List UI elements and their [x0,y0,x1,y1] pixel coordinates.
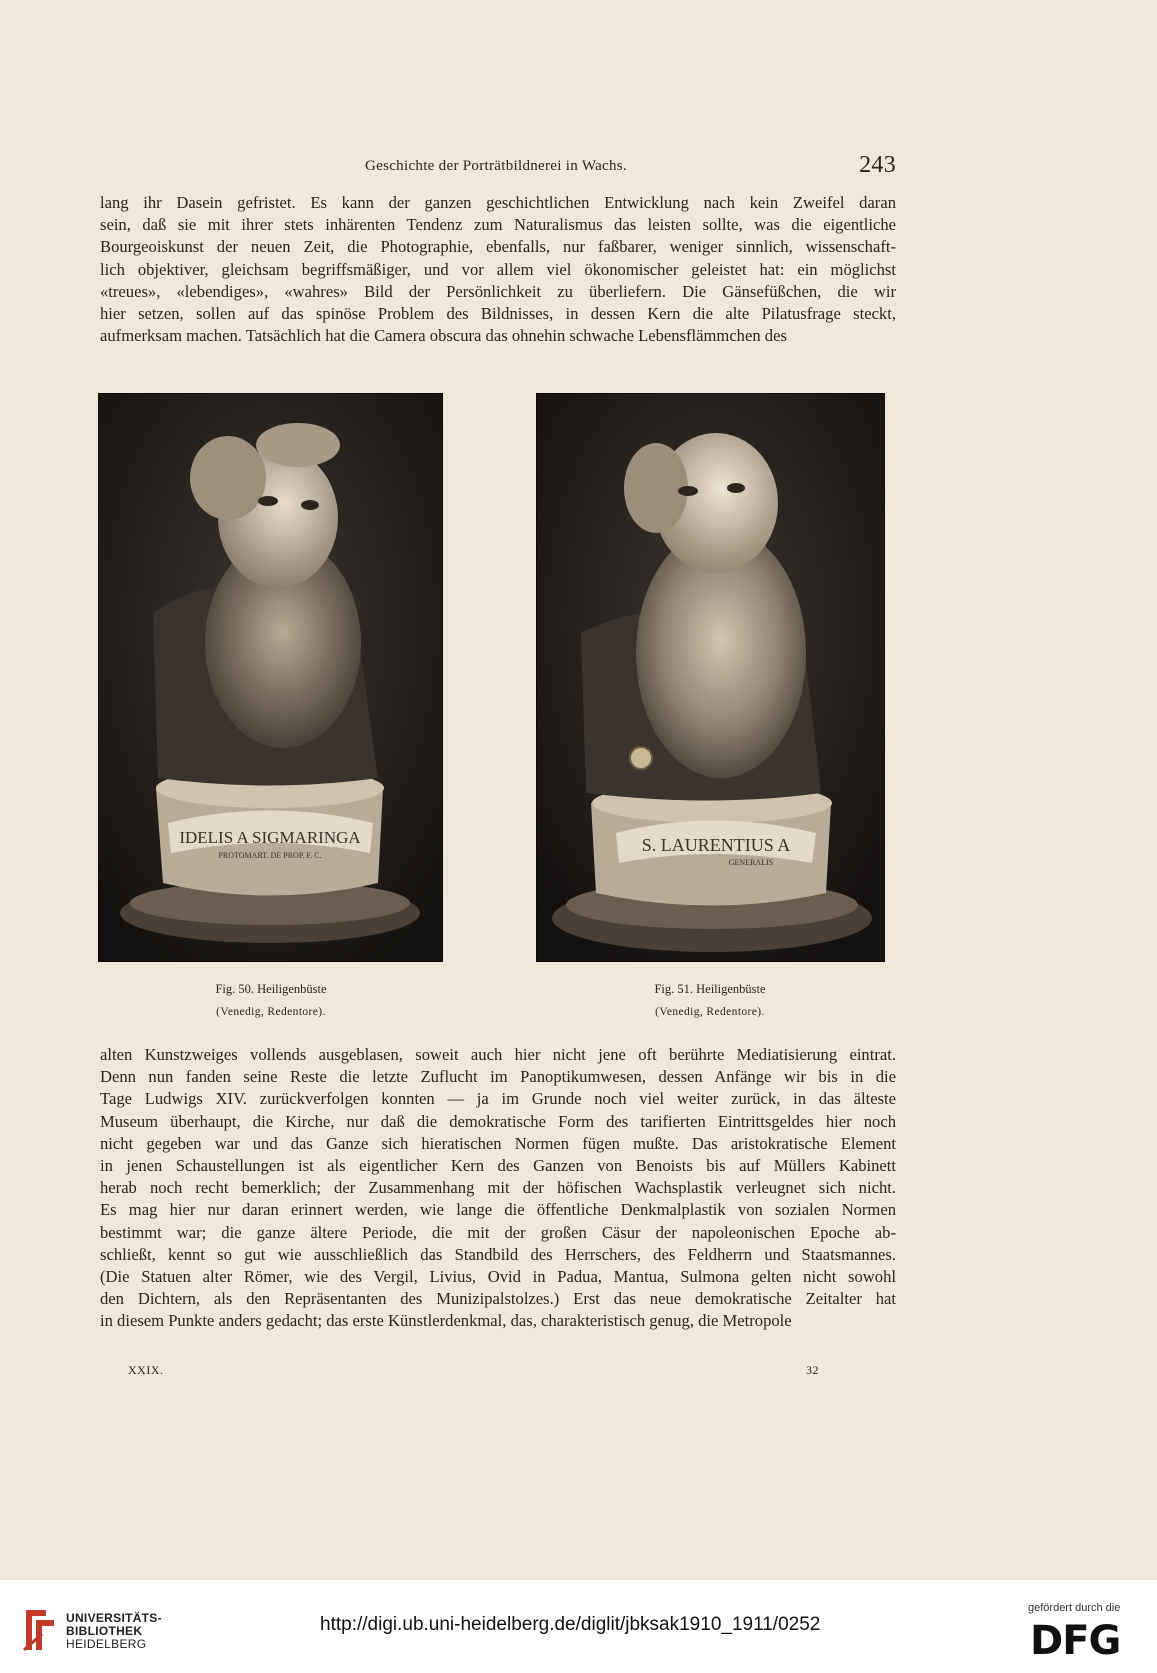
text-line: lich objektiver, gleichsam begriffsmäßiger, und vor allem viel ökonomischer geleistet hat: ein möglichst [100,259,896,279]
plaque-text-1: IDELIS A SIGMARINGA [179,828,361,847]
plaque-text-2: PROTOMART. DE PROP. F. C. [218,851,322,860]
caption-location: (Venedig, Redentore). [655,1006,765,1018]
library-line-2: BIBLIOTHEK [66,1624,143,1638]
funded-by-label: gefördert durch die [1028,1602,1121,1614]
permalink-url[interactable]: http://digi.ub.uni-heidelberg.de/diglit/jbksak1910_1911/0252 [320,1614,821,1635]
wax-bust-photo-left [98,393,443,962]
text-line: nicht gegeben war und das Ganze sich hieratischen Normen fügen mußte. Das aristokratische Element [100,1133,896,1153]
text-line: alten Kunstzweiges vollends ausgeblasen, soweit auch hier nicht jene oft berührte Mediatisierung eintrat. [100,1045,896,1064]
text-line: den Dichtern, als den Repräsentanten des Munizipalstolzes.) Erst das neue demokratische Zeitalter hat [100,1289,896,1309]
digitization-footer [0,1580,1157,1673]
caption-title: Fig. 51. Heiligenbüste [654,982,766,996]
paragraph-top [100,192,896,347]
university-library-logo-icon [20,1606,60,1654]
library-line-3: HEIDELBERG [66,1637,147,1651]
library-name [66,1612,162,1651]
library-line-1: UNIVERSITÄTS- [66,1611,162,1625]
signature-volume: XXIX. [128,1363,164,1377]
text-line: Bourgeoiskunst der neuen Zeit, die Photographie, ebenfalls, nur faßbarer, weniger sinnlich, wissenschaft- [100,237,896,257]
plaque-text-1: S. LAURENTIUS A [641,835,791,855]
text-line: «treues», «lebendiges», «wahres» Bild der Persönlichkeit zu überliefern. Die Gänsefüßchen, die wir [100,281,896,301]
caption-location: (Venedig, Redentore). [216,1006,326,1018]
text-line: Es mag hier nur daran erinnert werden, wie lange die öffentliche Denkmalplastik von sozialen Normen [100,1200,896,1220]
figure-51-photo [536,393,885,962]
text-line: schließt, kennt so gut wie ausschließlich das Standbild des Herrschers, des Feldherrn und Staatsmannes. [100,1244,896,1264]
text-line: in diesem Punkte anders gedacht; das erste Künstlerdenkmal, das, charakteristisch genug, die Metropole [100,1311,792,1331]
text-line: in jenen Schaustellungen ist als eigentlicher Kern des Ganzen von Benoists bis auf Müllers Kabinett [100,1156,896,1176]
running-head-title: Geschichte der Porträtbildnerei in Wachs. [365,158,627,174]
plaque-text-2: GENERALIS [728,858,774,867]
dfg-logo: DFG [1030,1618,1121,1664]
text-line: Denn nun fanden seine Reste die letzte Zuflucht im Panoptikumwesen, dessen Anfänge wir bis in die [100,1067,896,1087]
text-line: bestimmt war; die ganze ältere Periode, die mit der großen Cäsur der napoleonischen Epoche ab- [100,1222,896,1242]
paragraph-bottom [100,1044,896,1333]
text-line: Museum überhaupt, die Kirche, nur daß die demokratische Form des tarifierten Eintrittsgeldes hier noch [100,1111,896,1131]
signature-sheet: 32 [806,1363,819,1377]
page-number: 243 [859,152,896,178]
text-line: herab noch recht bemerklich; der Zusammenhang mit der höfischen Wachsplastik verleugnet sich nicht. [100,1178,896,1198]
figure-50-photo [98,393,443,962]
text-line: aufmerksam machen. Tatsächlich hat die Camera obscura das ohnehin schwache Lebensflämmchen des [100,326,787,346]
text-line: sein, daß sie mit ihrer stets inhärenten Tendenz zum Naturalismus das leisten sollte, was die eigentliche [100,215,896,235]
text-line: (Die Statuen alter Römer, wie des Vergil, Livius, Ovid in Padua, Mantua, Sulmona gelten nicht sowohl [100,1267,896,1287]
wax-bust-photo-right [536,393,885,962]
figure-50-caption [141,978,401,1024]
text-line: lang ihr Dasein gefristet. Es kann der ganzen geschichtlichen Entwicklung nach kein Zweifel daran [100,193,896,212]
figure-51-caption [580,978,840,1024]
text-line: Tage Ludwigs XIV. zurückverfolgen konnten — ja im Grunde noch viel weiter zurück, in das älteste [100,1089,896,1109]
text-line: hier setzen, sollen auf das spinöse Problem des Bildnisses, in dessen Kern die alte Pilatusfrage steckt, [100,304,896,324]
caption-title: Fig. 50. Heiligenbüste [215,982,327,996]
